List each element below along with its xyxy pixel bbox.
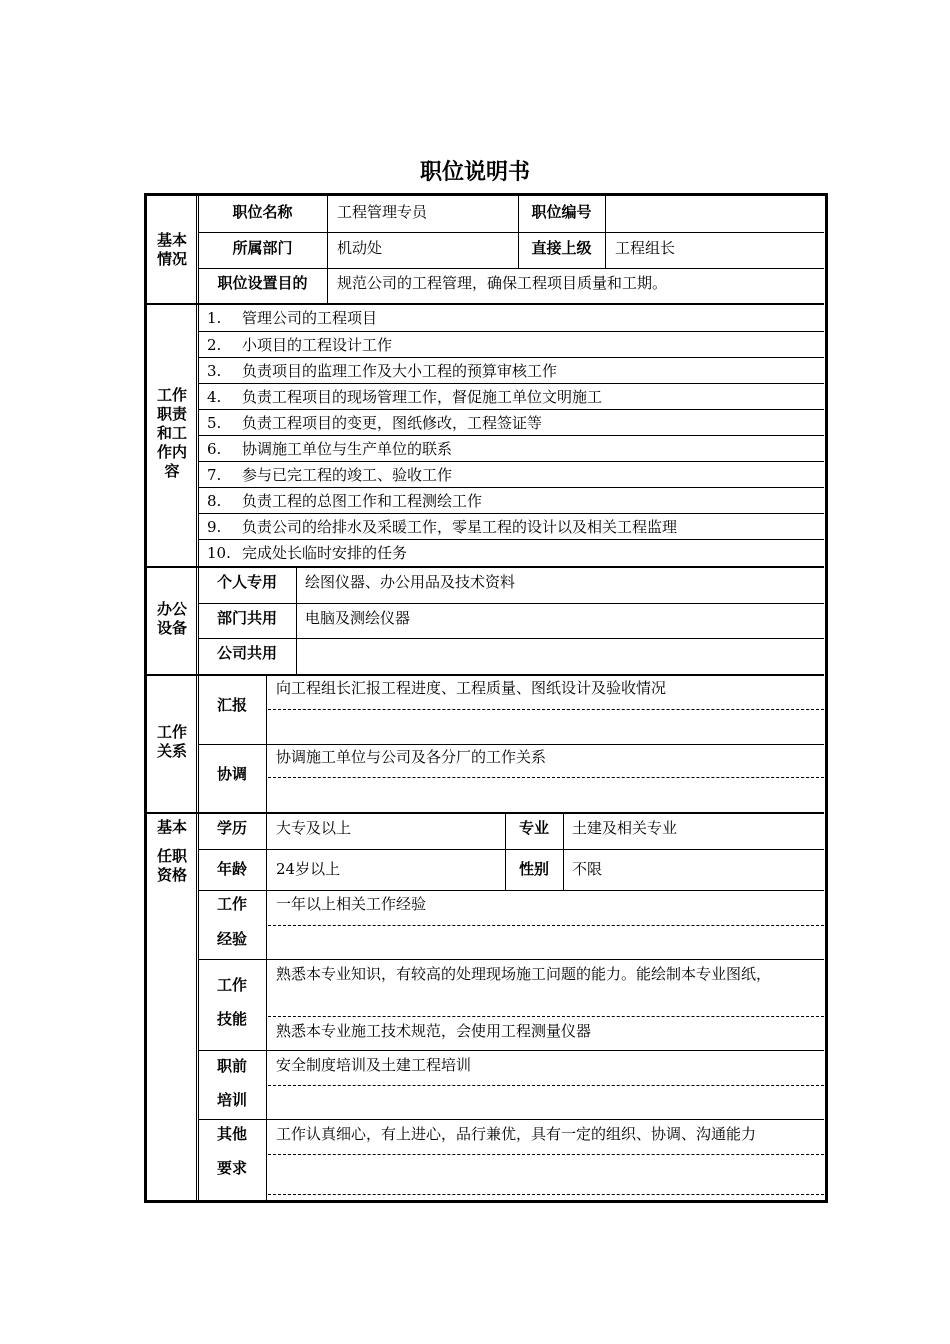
section-relations: 工作 关系 [156, 723, 187, 760]
duty-text: 负责工程项目的现场管理工作，督促施工单位文明施工 [242, 388, 603, 406]
duty-number: 6. [207, 440, 222, 458]
education-value: 大专及以上 [276, 819, 352, 837]
gender-label: 性别 [518, 860, 549, 878]
section-basic-info: 基本 情况 [156, 231, 187, 268]
skills-value-1: 熟悉本专业知识，有较高的处理现场施工问题的能力。能绘制本专业图纸， [276, 965, 772, 983]
grid-line [147, 566, 824, 568]
duty-text: 负责工程的总图工作和工程测绘工作 [242, 492, 483, 510]
duty-number: 10. [207, 544, 231, 562]
position-name-label: 职位名称 [232, 203, 293, 221]
grid-line [266, 676, 267, 1200]
department-value: 机动处 [337, 239, 383, 257]
department-label: 所属部门 [232, 239, 293, 257]
grid-line [198, 603, 824, 604]
grid-line [198, 487, 824, 488]
dashed-line [268, 925, 824, 926]
section-qualifications-b: 任职 资格 [156, 847, 187, 884]
duty-number: 3. [207, 362, 222, 380]
duty-text: 管理公司的工程项目 [242, 309, 378, 327]
grid-line [198, 744, 824, 745]
coordinate-label: 协调 [216, 765, 247, 783]
grid-line [147, 674, 824, 676]
coordinate-value: 协调施工单位与公司及各分厂的工作关系 [276, 748, 547, 766]
duty-text: 负责公司的给排水及采暖工作，零星工程的设计以及相关工程监理 [242, 518, 678, 536]
dashed-line [268, 1154, 824, 1155]
grid-line [198, 1050, 824, 1051]
section-equipment: 办公 设备 [156, 600, 187, 637]
duty-text: 协调施工单位与生产单位的联系 [242, 440, 453, 458]
position-code-label: 职位编号 [531, 203, 592, 221]
age-label: 年龄 [216, 860, 247, 878]
grid-line [198, 890, 824, 891]
duty-number: 1. [207, 309, 222, 327]
skills-value-2: 熟悉本专业施工技术规范，会使用工程测量仪器 [276, 1022, 592, 1040]
dashed-line [268, 1016, 824, 1017]
grid-line [198, 435, 824, 436]
grid-line [198, 513, 824, 514]
report-label: 汇报 [216, 696, 247, 714]
dashed-line [268, 777, 824, 778]
grid-line [147, 303, 824, 305]
grid-line [198, 268, 824, 269]
report-value: 向工程组长汇报工程进度、工程质量、图纸设计及验收情况 [276, 679, 667, 697]
grid-line [296, 568, 297, 674]
grid-line [563, 814, 564, 890]
grid-line [198, 461, 824, 462]
training-value: 安全制度培训及土建工程培训 [276, 1056, 472, 1074]
grid-line [198, 232, 824, 233]
dashed-line [268, 709, 824, 710]
grid-line [198, 1119, 824, 1120]
dashed-line [268, 1194, 824, 1195]
skills-label-line1: 工作 [216, 976, 247, 994]
grid-line [198, 539, 824, 540]
department-equipment-value: 电脑及测绘仪器 [305, 609, 411, 627]
personal-equipment-value: 绘图仪器、办公用品及技术资料 [305, 573, 516, 591]
other-label-line2: 要求 [216, 1159, 247, 1177]
grid-line [198, 331, 824, 332]
other-value: 工作认真细心，有上进心，品行兼优，具有一定的组织、协调、沟通能力 [276, 1125, 757, 1143]
experience-label-line1: 工作 [216, 895, 247, 913]
personal-equipment-label: 个人专用 [216, 573, 277, 591]
training-label-line2: 培训 [216, 1091, 247, 1109]
major-value: 土建及相关专业 [572, 819, 678, 837]
department-equipment-label: 部门共用 [216, 609, 277, 627]
gender-value: 不限 [572, 860, 603, 878]
duty-number: 7. [207, 466, 222, 484]
duty-text: 负责工程项目的变更，图纸修改，工程签证等 [242, 414, 543, 432]
duty-text: 完成处长临时安排的任务 [242, 544, 408, 562]
grid-line [198, 383, 824, 384]
experience-value: 一年以上相关工作经验 [276, 895, 427, 913]
purpose-label: 职位设置目的 [217, 274, 308, 292]
major-label: 专业 [518, 819, 549, 837]
duty-number: 4. [207, 388, 222, 406]
section-duties: 工作 职责 和工 作内 容 [156, 386, 187, 480]
grid-line [327, 196, 328, 304]
training-label-line1: 职前 [216, 1057, 247, 1075]
education-label: 学历 [216, 819, 247, 837]
duty-number: 9. [207, 518, 222, 536]
section-qualifications-a: 基本 [156, 818, 187, 836]
grid-line [198, 357, 824, 358]
supervisor-value: 工程组长 [615, 239, 676, 257]
duty-text: 小项目的工程设计工作 [242, 336, 393, 354]
duty-number: 5. [207, 414, 222, 432]
other-label-line1: 其他 [216, 1125, 247, 1143]
company-equipment-label: 公司共用 [216, 644, 277, 662]
duty-text: 参与已完工程的竣工、验收工作 [242, 466, 453, 484]
age-value: 24岁以上 [276, 860, 341, 878]
grid-line [198, 638, 824, 639]
supervisor-label: 直接上级 [531, 239, 592, 257]
position-name-value: 工程管理专员 [337, 203, 428, 221]
purpose-value: 规范公司的工程管理，确保工程项目质量和工期。 [337, 274, 668, 292]
skills-label-line2: 技能 [216, 1010, 247, 1028]
dashed-line [268, 1085, 824, 1086]
grid-line [147, 812, 824, 814]
duty-number: 2. [207, 336, 222, 354]
grid-line [198, 409, 824, 410]
duty-text: 负责项目的监理工作及大小工程的预算审核工作 [242, 362, 558, 380]
experience-label-line2: 经验 [216, 930, 247, 948]
document-title: 职位说明书 [419, 160, 530, 185]
duty-number: 8. [207, 492, 222, 510]
grid-line [198, 849, 824, 850]
grid-line [198, 959, 824, 960]
